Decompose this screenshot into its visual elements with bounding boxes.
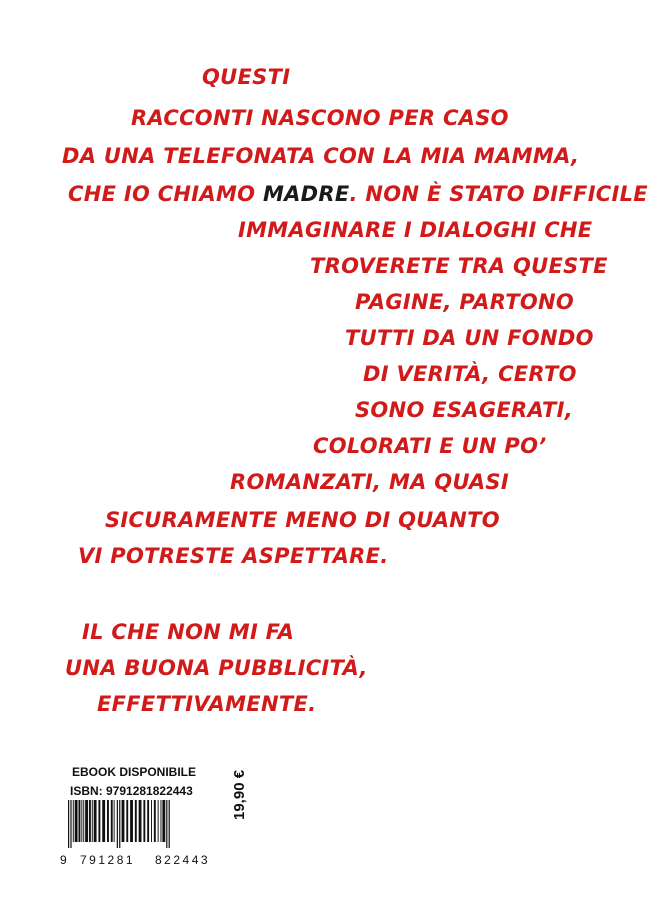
blurb-line: RACCONTI NASCONO PER CASO [131,106,509,130]
highlighted-word: MADRE [262,182,350,206]
blurb-line: DI VERITÀ, CERTO [363,362,577,386]
blurb-line: TROVERETE TRA QUESTE [310,254,608,278]
blurb-line-part: . NON È STATO DIFFICILE [349,182,648,206]
blurb-line: SONO ESAGERATI, [355,398,574,422]
blurb-line: IMMAGINARE I DIALOGHI CHE [238,218,593,242]
barcode-digit-prefix: 9 [60,853,67,867]
price-label: 19,90 € [231,769,248,820]
blurb-line: ROMANZATI, MA QUASI [230,470,509,494]
isbn-label: ISBN: 9791281822443 [70,784,193,798]
barcode [68,800,223,848]
blurb-line: EFFETTIVAMENTE. [97,692,317,716]
blurb-line: IL CHE NON MI FA [82,620,295,644]
blurb-line: UNA BUONA PUBBLICITÀ, [65,656,368,680]
blurb-line-mixed [68,184,648,205]
blurb-line: SICURAMENTE MENO DI QUANTO [105,508,500,532]
blurb-line: QUESTI [202,65,291,89]
barcode-digit-group-2: 822443 [155,853,211,867]
blurb-line: PAGINE, PARTONO [355,290,575,314]
barcode-digit-group-1: 791281 [80,853,136,867]
blurb-line: COLORATI E UN PO’ [313,434,547,458]
barcode-image [68,800,223,848]
blurb-line: DA UNA TELEFONATA CON LA MIA MAMMA, [62,144,580,168]
blurb-line: VI POTRESTE ASPETTARE. [78,544,389,568]
blurb-line-part: CHE IO CHIAMO [68,182,263,206]
blurb-line: TUTTI DA UN FONDO [345,326,594,350]
ebook-available-label: EBOOK DISPONIBILE [72,765,197,779]
